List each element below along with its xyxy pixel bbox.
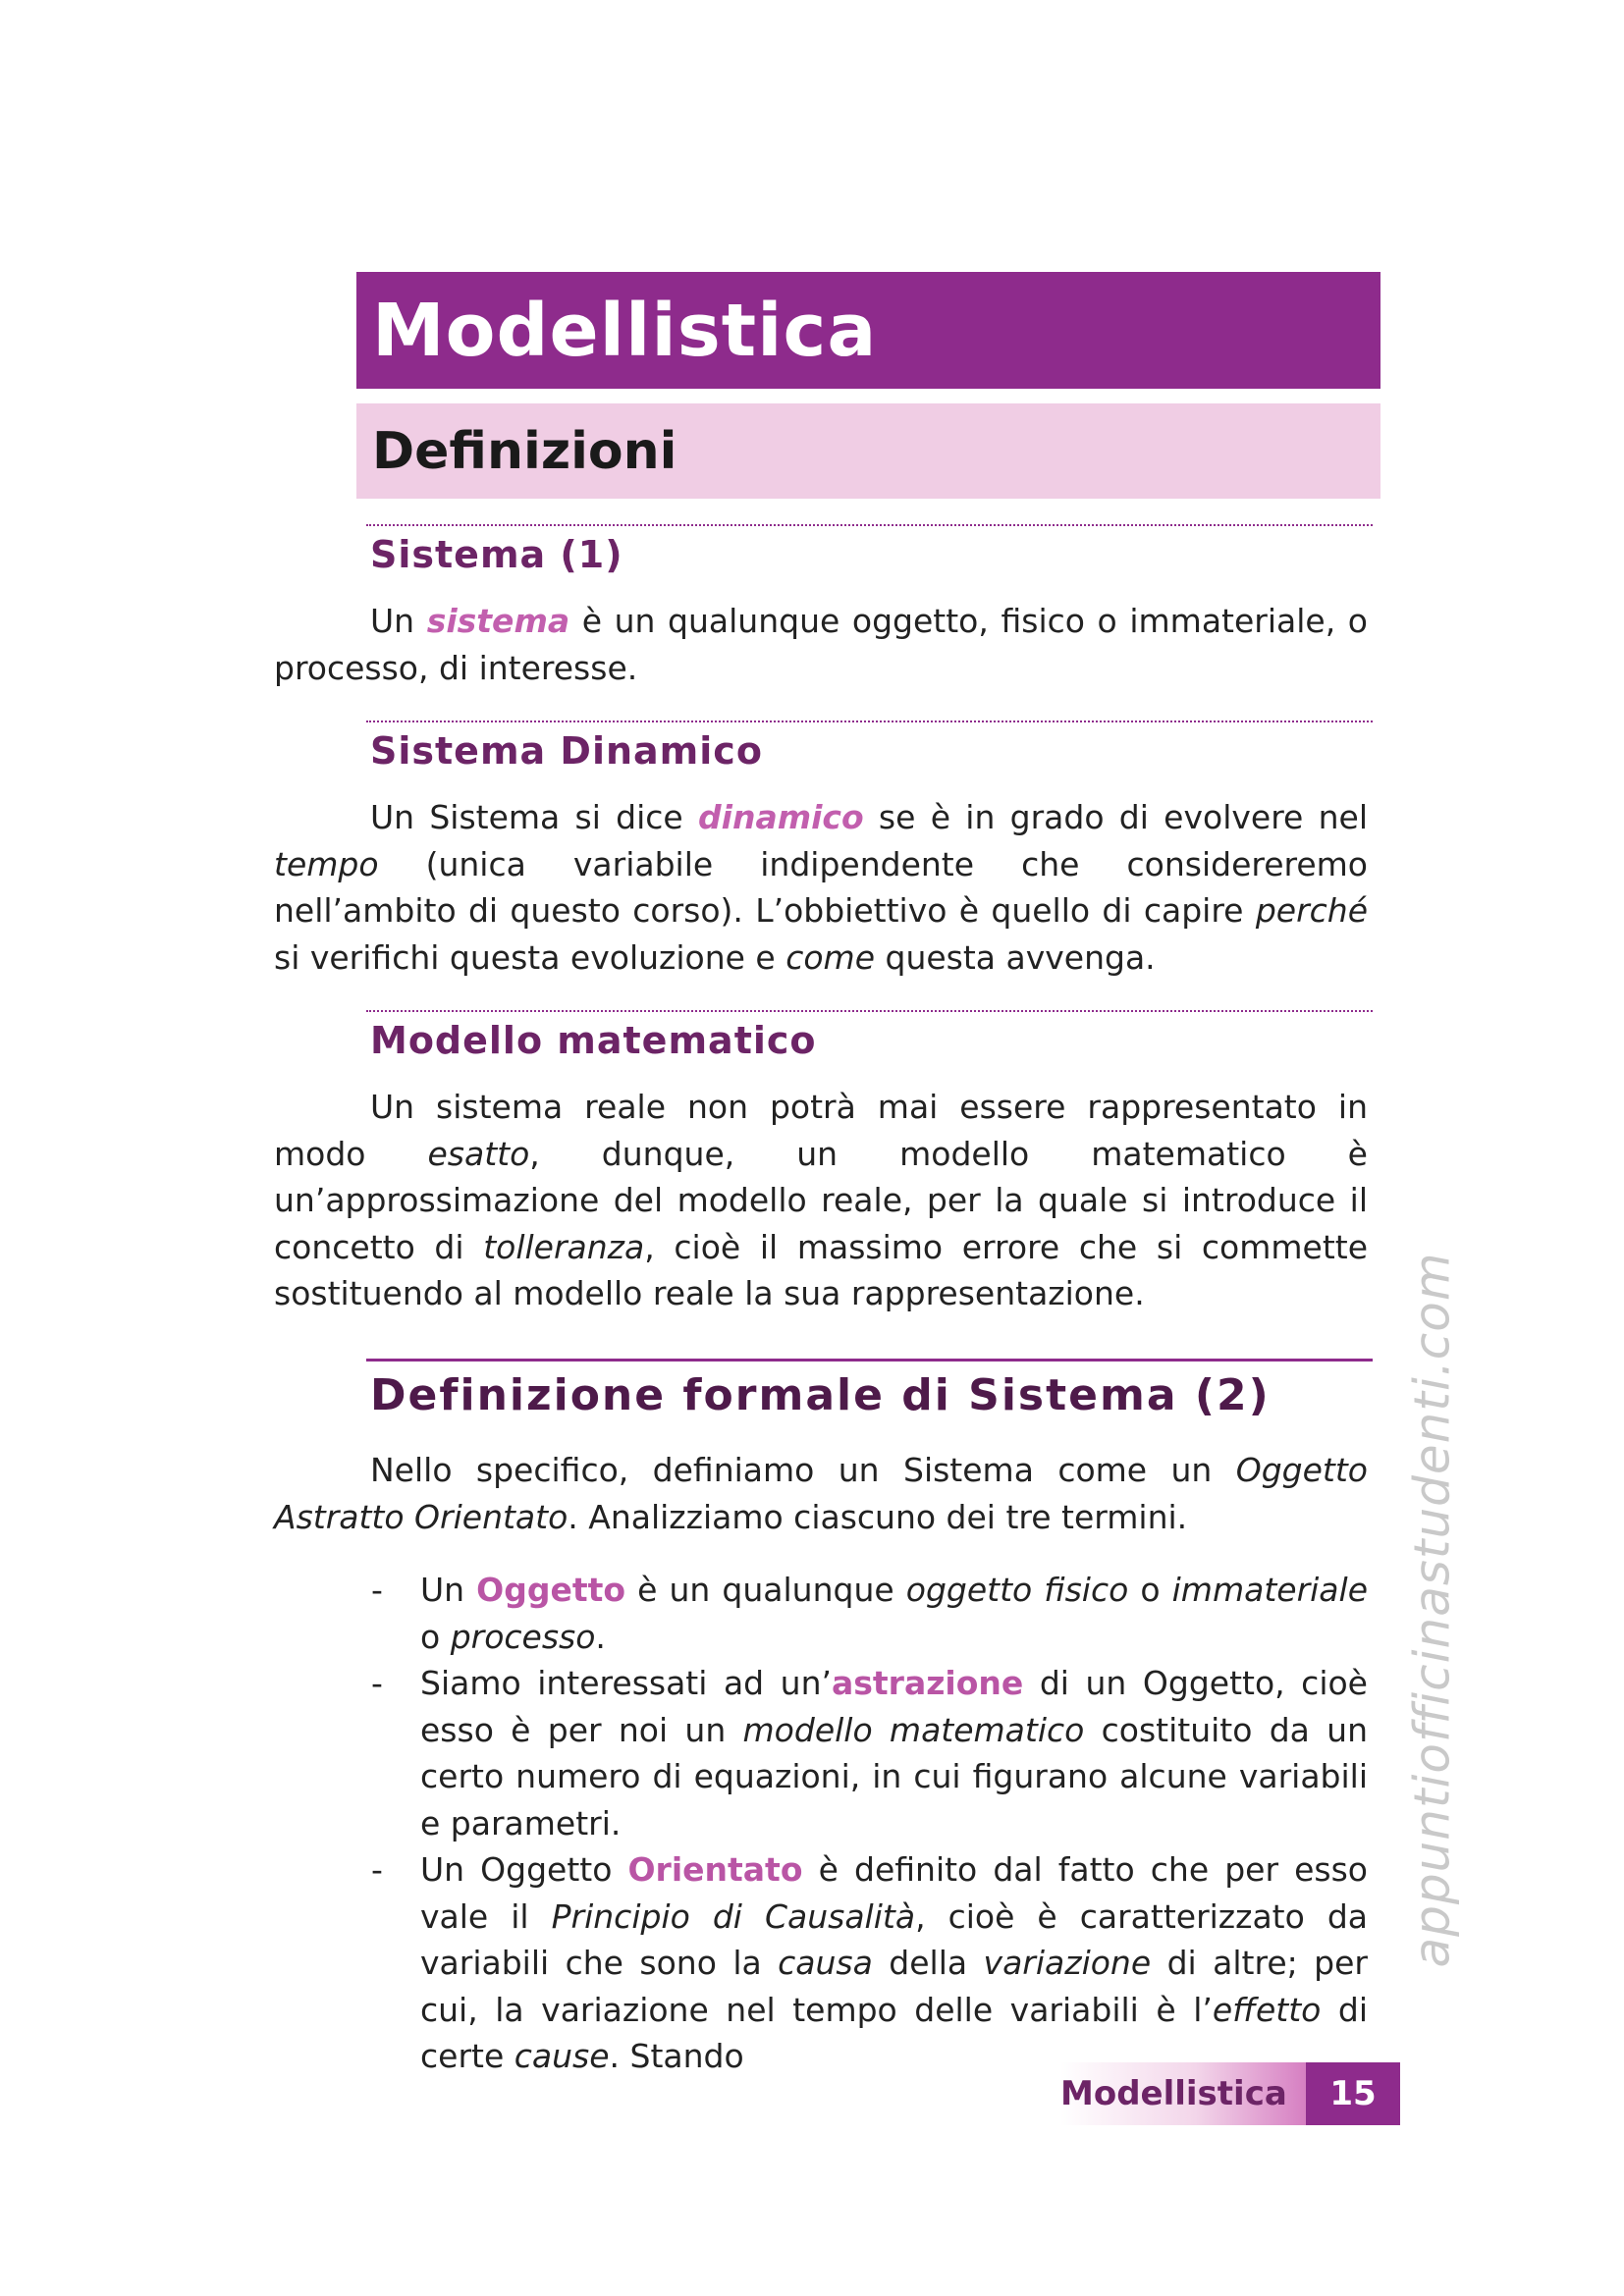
italic-term: effetto [1212,1990,1322,2029]
italic-term: perché [1255,891,1368,930]
text-run: o [1128,1571,1172,1609]
text-run: Un [420,1571,477,1609]
footer-title: Modellistica [1060,2074,1287,2113]
heading-sistema-dinamico: Sistema Dinamico [370,729,763,773]
terms-list [371,1567,1368,2080]
text-run: Un sistema reale non potrà mai essere rappresentato in modo [274,1088,1368,1173]
keyword-oggetto: Oggetto [476,1571,626,1609]
watermark [1404,1188,1462,2032]
heading-modello-matematico: Modello matematico [370,1019,817,1062]
watermark-text: appuntiofficinastudenti.com [1404,1252,1462,1968]
text-run: . Analizziamo ciascuno dei tre termini. [568,1497,1188,1536]
text-run: Siamo interessati ad un’ [420,1664,832,1702]
text-run: della [872,1944,984,1982]
paragraph-sistema [274,598,1368,691]
paragraph-definizione-formale [274,1447,1368,1540]
text-run: (unica variabile indipendente che considereremo nell’ambito di questo corso). L’obbiettivo è quello di capire [274,844,1368,930]
italic-term: cause [514,2037,610,2075]
list-item [371,1567,1368,1660]
keyword-sistema: sistema [426,602,570,640]
italic-term: come [785,937,876,977]
text-run: di certe [420,1990,1369,2075]
dotted-divider [366,524,1373,526]
section-title: Definizioni [372,421,677,481]
text-run: , cioè il massimo errore che si commette sostituendo al modello reale la sua rappresentazione. [274,1227,1369,1312]
dotted-divider [366,721,1373,722]
section-header-bar [356,403,1380,499]
list-dash: - [371,1571,383,1609]
list-dash: - [371,1664,383,1702]
list-item [371,1660,1368,1846]
keyword-orientato: Orientato [627,1850,803,1889]
heading-sistema: Sistema (1) [370,533,623,576]
text-run: costituito da un certo numero di equazioni, in cui figurano alcune variabili e parametri. [420,1710,1368,1842]
solid-divider [366,1359,1373,1362]
italic-term: esatto [427,1134,530,1173]
paragraph-modello-matematico [274,1084,1368,1317]
italic-term: variazione [983,1944,1152,1982]
text-run: questa avvenga. [875,937,1156,977]
text-run: se è in grado di evolvere nel [863,798,1368,836]
text-run: , dunque, un modello matematico è un’approssimazione del modello reale, per la quale si introduce il concetto di [274,1134,1368,1266]
chapter-title: Modellistica [372,288,878,373]
text-run: Un Oggetto [420,1850,628,1889]
heading-definizione-formale: Definizione formale di Sistema (2) [370,1370,1271,1420]
text-run: Un Sistema si dice [370,798,699,836]
text-run: di un Oggetto, cioè esso è per noi un [420,1664,1368,1749]
keyword-dinamico: dinamico [698,798,864,836]
text-run: è definito dal fatto che per esso vale il [420,1850,1368,1936]
italic-term: Oggetto Astratto Orientato [274,1451,1368,1536]
page-number: 15 [1306,2062,1400,2125]
italic-term: tempo [274,844,379,883]
text-run: o [420,1617,451,1656]
paragraph-sistema-dinamico [274,794,1368,981]
text-run: . Stando [609,2037,744,2075]
text-run: si verifichi questa evoluzione e [274,937,786,977]
text-run: è un qualunque [625,1571,906,1609]
text-run: , cioè è caratterizzato da variabili che sono la [420,1896,1369,1982]
chapter-header-bar [356,272,1380,389]
italic-term: processo [450,1617,596,1656]
italic-term: causa [778,1944,873,1982]
italic-term: tolleranza [483,1227,645,1266]
text-run: è un qualunque oggetto, fisico o immateriale, o processo, di interesse. [274,602,1368,687]
dotted-divider [366,1010,1373,1012]
keyword-astrazione: astrazione [832,1664,1024,1702]
text-run: di altre; per cui, la variazione nel tempo delle variabili è l’ [420,1944,1368,2029]
list-dash: - [371,1850,383,1889]
italic-term: immateriale [1171,1571,1368,1609]
text-run: . [595,1617,606,1656]
text-run: Un [370,602,427,640]
italic-term: oggetto fisico [905,1571,1129,1609]
footer-tab [1060,2062,1306,2125]
text-run: Nello specifico, definiamo un Sistema come un [370,1451,1236,1489]
italic-term: Principio di Causalità [551,1896,916,1936]
list-item [371,1846,1368,2080]
italic-term: modello matematico [742,1710,1085,1749]
